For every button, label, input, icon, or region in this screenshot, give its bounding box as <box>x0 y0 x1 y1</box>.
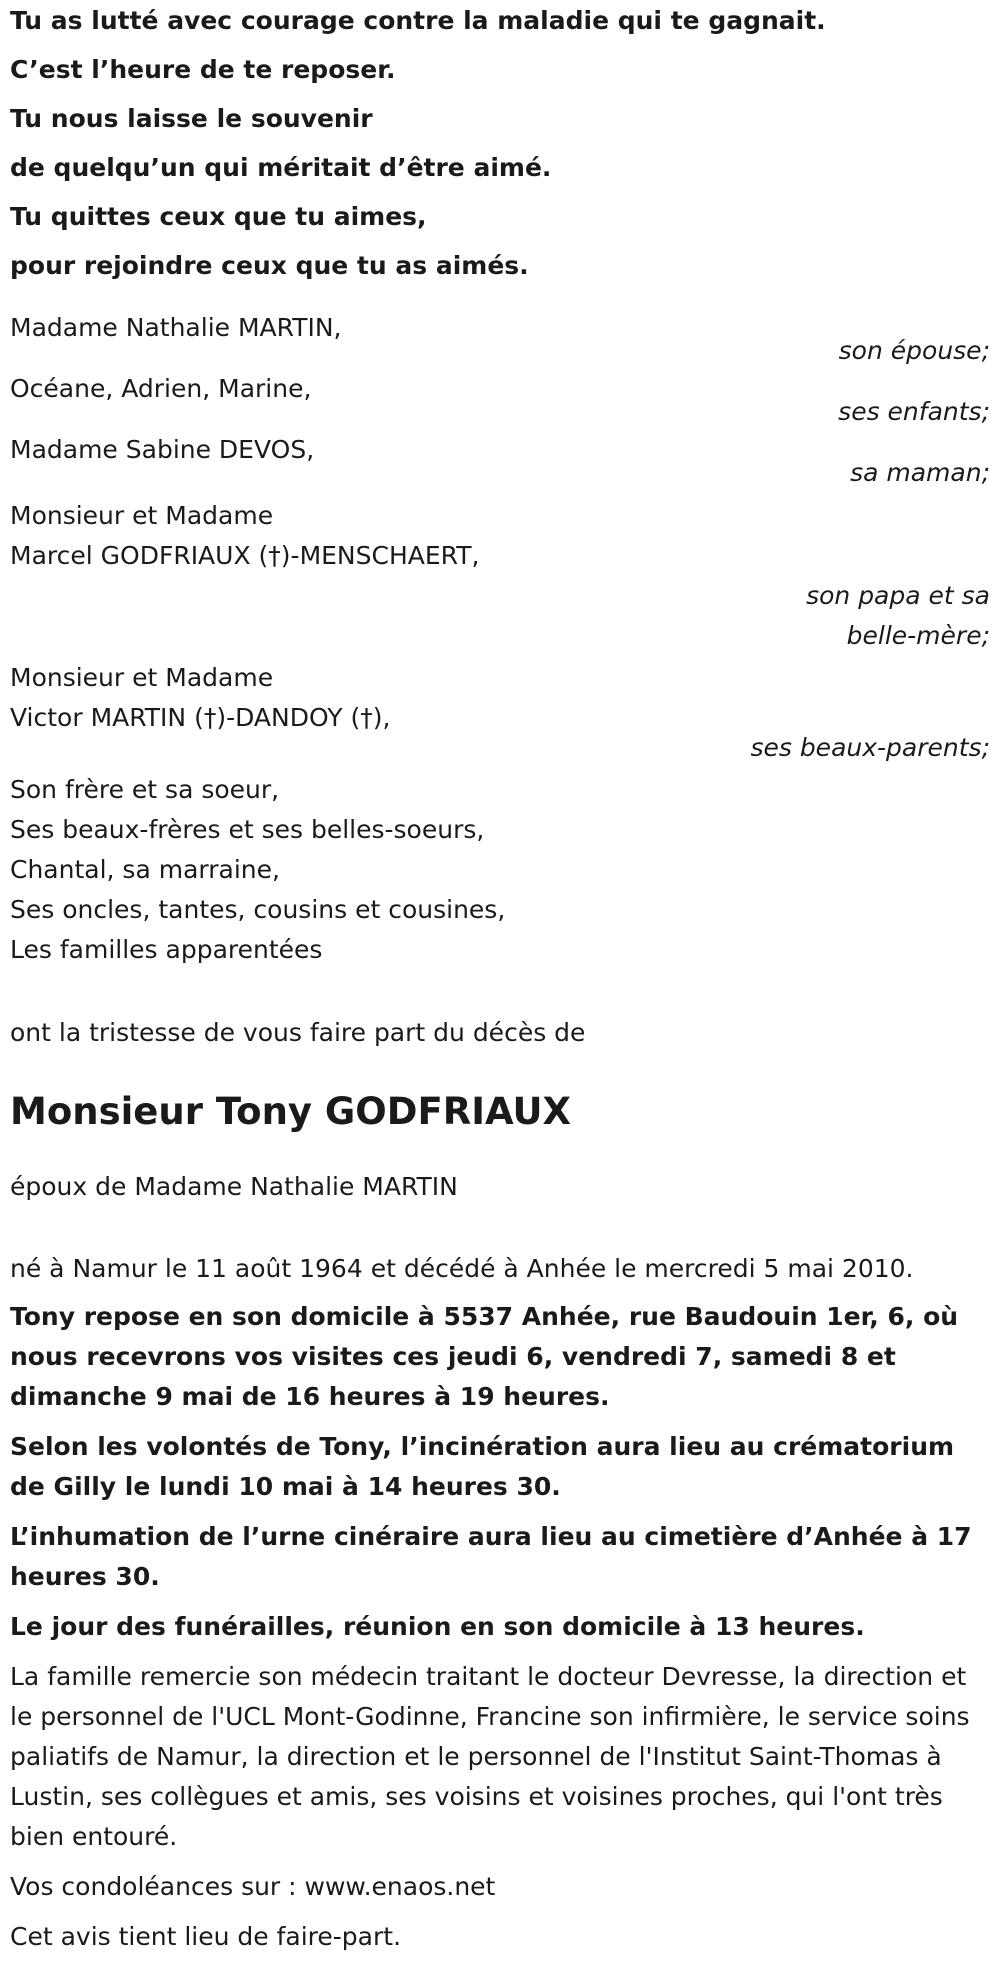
relative-line: Les familles apparentées <box>10 935 323 964</box>
family-name: Océane, Adrien, Marine, <box>10 374 312 403</box>
condolences-line: Vos condoléances sur : www.enaos.net <box>10 1872 496 1901</box>
family-entry-mother <box>10 430 990 493</box>
visitation-paragraph: Tony repose en son domicile à 5537 Anhée, rue Baudouin 1er, 6, où nous recevrons vos visites ces jeudi 6, vendredi 7, samedi 8 et dimanche 9 mai de 16 heures à 19 heures. <box>10 1302 959 1411</box>
family-role: son papa et sa <box>806 581 990 610</box>
family-name: Madame Sabine DEVOS, <box>10 435 315 464</box>
birth-death-line: né à Namur le 11 août 1964 et décédé à Anhée le mercredi 5 mai 2010. <box>10 1254 914 1283</box>
reunion-paragraph: Le jour des funérailles, réunion en son domicile à 13 heures. <box>10 1612 865 1641</box>
family-role: sa maman; <box>850 458 990 487</box>
family-name: Monsieur et Madame <box>10 501 274 530</box>
family-role: son épouse; <box>838 336 990 365</box>
poem <box>10 0 990 281</box>
deceased-name: Monsieur Tony GODFRIAUX <box>10 1090 572 1133</box>
obituary-content <box>10 0 990 1957</box>
family-name: Victor MARTIN (†)-DANDOY (†), <box>10 703 391 732</box>
poem-line: Tu nous laisse le souvenir <box>10 104 373 133</box>
family-list <box>10 308 990 768</box>
poem-line: C’est l’heure de te reposer. <box>10 55 396 84</box>
thanks-paragraph: La famille remercie son médecin traitant le docteur Devresse, la direction et le personnel de l'UCL Mont-Godinne, Francine son infirmière, le service soins paliatifs de Namur, la direction et le personnel de l'Institut Saint-Thomas à Lustin, ses collègues et amis, ses voisins et voisines proches, qui l'ont très bien entouré. <box>10 1662 970 1851</box>
family-name: Madame Nathalie MARTIN, <box>10 313 342 342</box>
poem-line: de quelqu’un qui méritait d’être aimé. <box>10 153 552 182</box>
family-name: Marcel GODFRIAUX (†)-MENSCHAERT, <box>10 541 480 570</box>
relative-line: Son frère et sa soeur, <box>10 775 280 804</box>
relative-line: Ses beaux-frères et ses belles-soeurs, <box>10 815 485 844</box>
family-role: belle-mère; <box>846 621 990 650</box>
spouse-line: époux de Madame Nathalie MARTIN <box>10 1172 458 1201</box>
family-entry-in-laws <box>10 658 990 768</box>
other-relatives <box>10 770 990 970</box>
family-entry-spouse <box>10 308 990 371</box>
family-role: ses enfants; <box>838 397 990 426</box>
family-name: Monsieur et Madame <box>10 663 274 692</box>
relative-line: Chantal, sa marraine, <box>10 855 280 884</box>
poem-line: Tu as lutté avec courage contre la maladie qui te gagnait. <box>10 6 826 35</box>
family-entry-father <box>10 496 990 656</box>
relative-line: Ses oncles, tantes, cousins et cousines, <box>10 895 506 924</box>
family-entry-children <box>10 369 990 432</box>
poem-line: pour rejoindre ceux que tu as aimés. <box>10 251 529 280</box>
burial-paragraph: L’inhumation de l’urne cinéraire aura lieu au cimetière d’Anhée à 17 heures 30. <box>10 1522 972 1591</box>
family-role: ses beaux-parents; <box>750 733 990 762</box>
notice-line: Cet avis tient lieu de faire-part. <box>10 1922 402 1951</box>
poem-line: Tu quittes ceux que tu aimes, <box>10 202 427 231</box>
cremation-paragraph: Selon les volontés de Tony, l’incinération aura lieu au crématorium de Gilly le lundi 10 mai à 14 heures 30. <box>10 1432 955 1501</box>
announcement-intro: ont la tristesse de vous faire part du décès de <box>10 1018 586 1047</box>
